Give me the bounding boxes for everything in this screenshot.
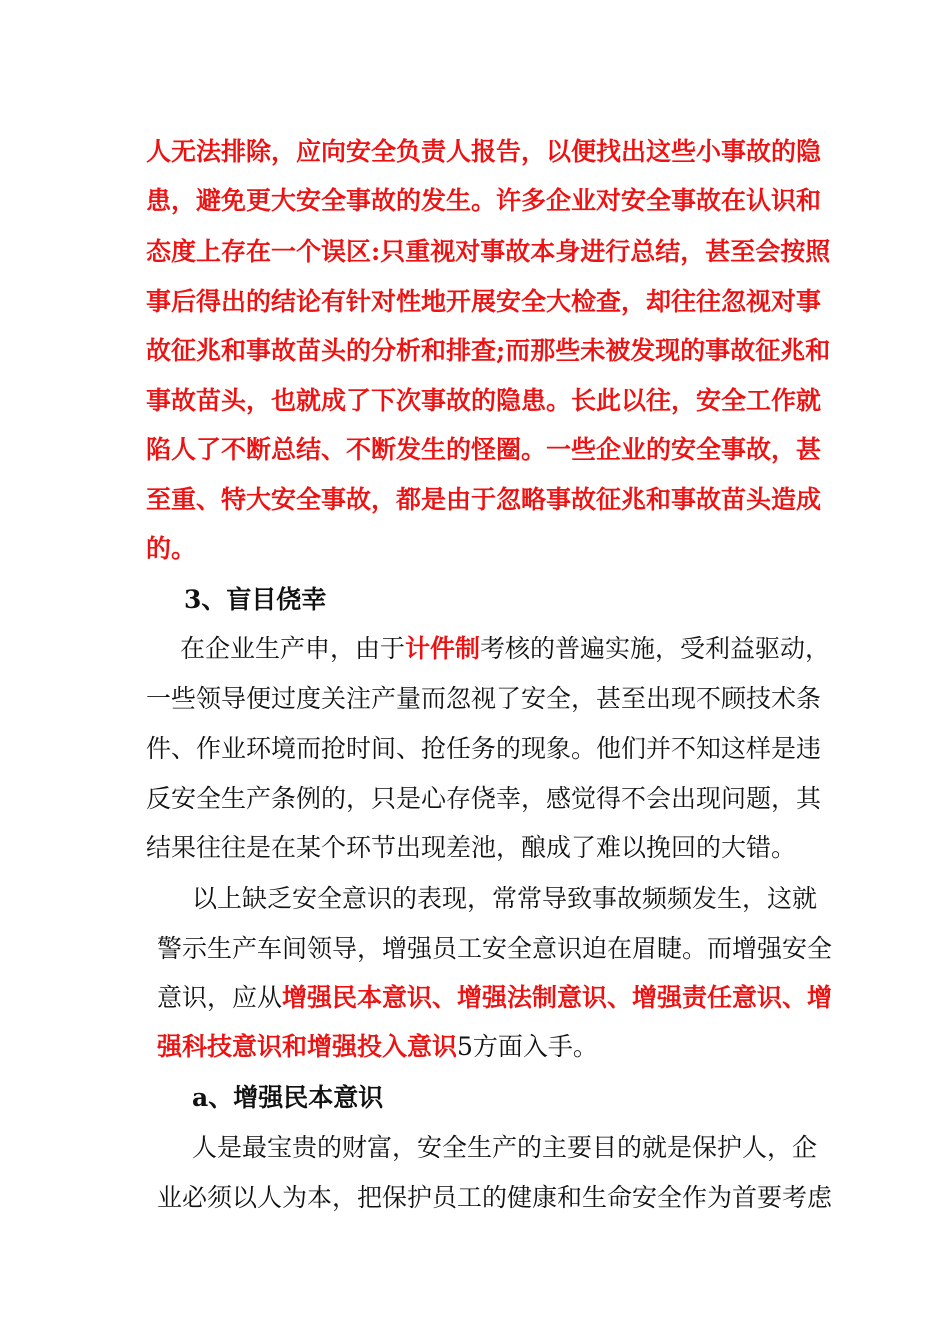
paragraph-2-line-3: 件、作业环境而抢时间、抢任务的现象。他们并不知这样是违	[146, 734, 822, 763]
paragraph-3-line-2: 警示生产车间领导，增强员工安全意识迫在眉睫。而增强安全	[157, 934, 833, 963]
paragraph-3-line-4: 强科技意识和增强投入意识5方面入手。	[157, 1032, 598, 1061]
paragraph-2-line-1	[180, 633, 831, 665]
highlight-piecework: 计件制	[405, 634, 481, 663]
paragraph-1-line-7: 陷人了不断总结、不断发生的怪圈。一些企业的安全事故，甚	[146, 435, 822, 464]
paragraph-3-line-1: 以上缺乏安全意识的表现，常常导致事故频频发生，这就	[192, 884, 818, 913]
paragraph-1-line-4: 事后得出的结论有针对性地开展安全大检查，却往往忽视对事	[146, 287, 822, 316]
paragraph-3-line-3: 意识，应从增强民本意识、增强法制意识、增强责任意识、增	[157, 983, 833, 1012]
highlight-five-awareness-2: 强科技意识和增强投入意识	[157, 1032, 458, 1061]
paragraph-1-line-1: 人无法排除，应向安全负责人报告，以便找出这些小事故的隐	[146, 137, 822, 166]
paragraph-2-line-5: 结果往往是在某个环节出现差池，酿成了难以挽回的大错。	[146, 833, 797, 862]
section-heading-3: 3、盲目侥幸	[184, 585, 327, 614]
paragraph-2-line-1-text: 在企业生产申，由于计件制考核的普遍实施，受利益驱动，	[180, 634, 831, 663]
paragraph-4-line-2: 业必须以人为本，把保护员工的健康和生命安全作为首要考虑	[157, 1183, 833, 1212]
section-heading-a: a、增强民本意识	[192, 1083, 384, 1112]
paragraph-1-line-8: 至重、特大安全事故，都是由于忽略事故征兆和事故苗头造成	[146, 485, 822, 514]
highlight-five-awareness-1: 增强民本意识、增强法制意识、增强责任意识、增	[282, 983, 833, 1012]
paragraph-1-line-3: 态度上存在一个误区:只重视对事故本身进行总结，甚至会按照	[146, 237, 831, 266]
paragraph-1-line-2: 患，避免更大安全事故的发生。许多企业对安全事故在认识和	[146, 186, 822, 215]
paragraph-2-line-4: 反安全生产条例的，只是心存侥幸，感觉得不会出现问题，其	[146, 784, 822, 813]
paragraph-1-line-9: 的。	[146, 534, 197, 563]
paragraph-1-line-5: 故征兆和事故苗头的分析和排查;而那些未被发现的事故征兆和	[146, 336, 831, 365]
paragraph-1-line-6: 事故苗头，也就成了下次事故的隐患。长此以往，安全工作就	[146, 386, 822, 415]
paragraph-2-line-2: 一些领导便过度关注产量而忽视了安全，甚至出现不顾技术条	[146, 684, 822, 713]
paragraph-4-line-1: 人是最宝贵的财富，安全生产的主要目的就是保护人，企	[192, 1133, 818, 1162]
